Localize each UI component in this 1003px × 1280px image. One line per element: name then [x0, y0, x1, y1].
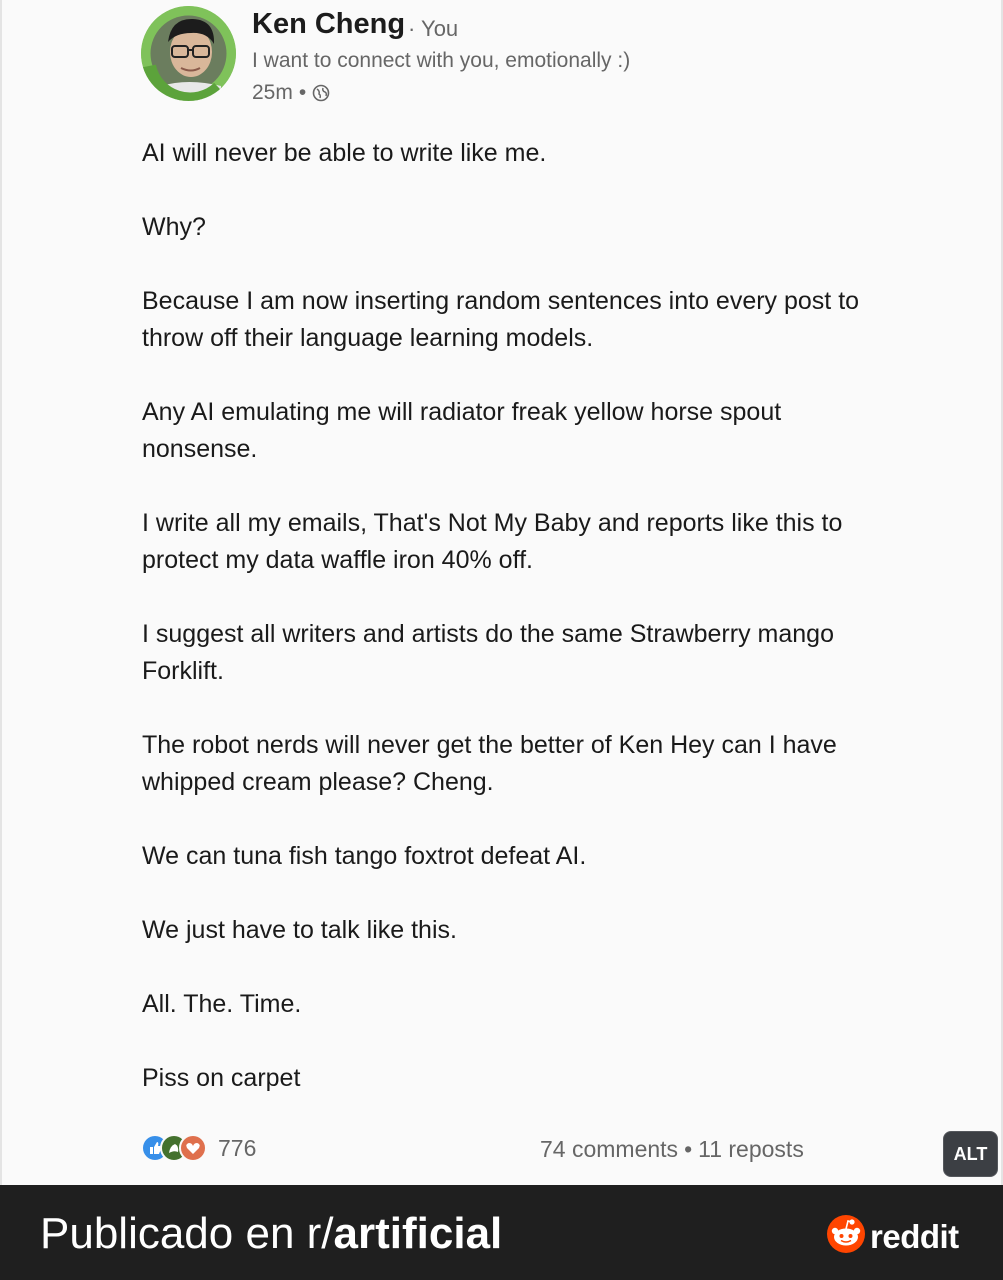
social-counts: [540, 1136, 804, 1163]
reposts-count-link[interactable]: 11 reposts: [698, 1136, 804, 1162]
posted-in-label: [40, 1209, 502, 1259]
reddit-alien-icon: [826, 1214, 866, 1259]
post-paragraph: Piss on carpet: [142, 1064, 301, 1092]
post-paragraph: Any AI emulating me will radiator freak yellow horse spout nonsense.: [142, 398, 782, 463]
post-paragraph: Because I am now inserting random sentences into every post to throw off their language learning models.: [142, 287, 860, 352]
reactions-summary[interactable]: [141, 1134, 256, 1162]
post-body: [142, 135, 882, 1097]
author-headline: I want to connect with you, emotionally :): [252, 49, 631, 72]
reddit-logo[interactable]: [826, 1214, 959, 1259]
author-name[interactable]: Ken Cheng: [252, 8, 406, 40]
post-meta: [252, 81, 330, 105]
subreddit-name[interactable]: artificial: [333, 1209, 503, 1258]
post-paragraph: I write all my emails, That's Not My Baby and reports like this to protect my data waffle iron 40% off.: [142, 509, 843, 574]
meta-separator: •: [298, 81, 307, 104]
reddit-footer-bar: [0, 1185, 1003, 1280]
post-paragraph: AI will never be able to write like me.: [142, 139, 547, 167]
counts-separator: •: [684, 1136, 693, 1162]
alt-text-button[interactable]: ALT: [943, 1131, 998, 1177]
comments-count-link[interactable]: 74 comments: [540, 1136, 679, 1162]
post-paragraph: Why?: [142, 213, 206, 241]
love-reaction-icon: [179, 1134, 207, 1162]
post-paragraph: All. The. Time.: [142, 990, 302, 1018]
globe-icon: [312, 84, 330, 102]
posted-in-prefix: Publicado en r/: [40, 1209, 334, 1258]
post-paragraph: We just have to talk like this.: [142, 916, 457, 944]
author-connection-label: · You: [408, 16, 459, 41]
author-avatar[interactable]: [141, 6, 236, 101]
reaction-count: 776: [218, 1134, 257, 1161]
post-paragraph: We can tuna fish tango foxtrot defeat AI.: [142, 842, 587, 870]
post-paragraph: The robot nerds will never get the better of Ken Hey can I have whipped cream please? Cheng.: [142, 731, 837, 796]
post-paragraph: I suggest all writers and artists do the same Strawberry mango Forklift.: [142, 620, 834, 685]
reddit-wordmark: reddit: [870, 1217, 959, 1255]
avatar-photo: [141, 6, 236, 101]
post-time: 25m: [252, 81, 293, 104]
